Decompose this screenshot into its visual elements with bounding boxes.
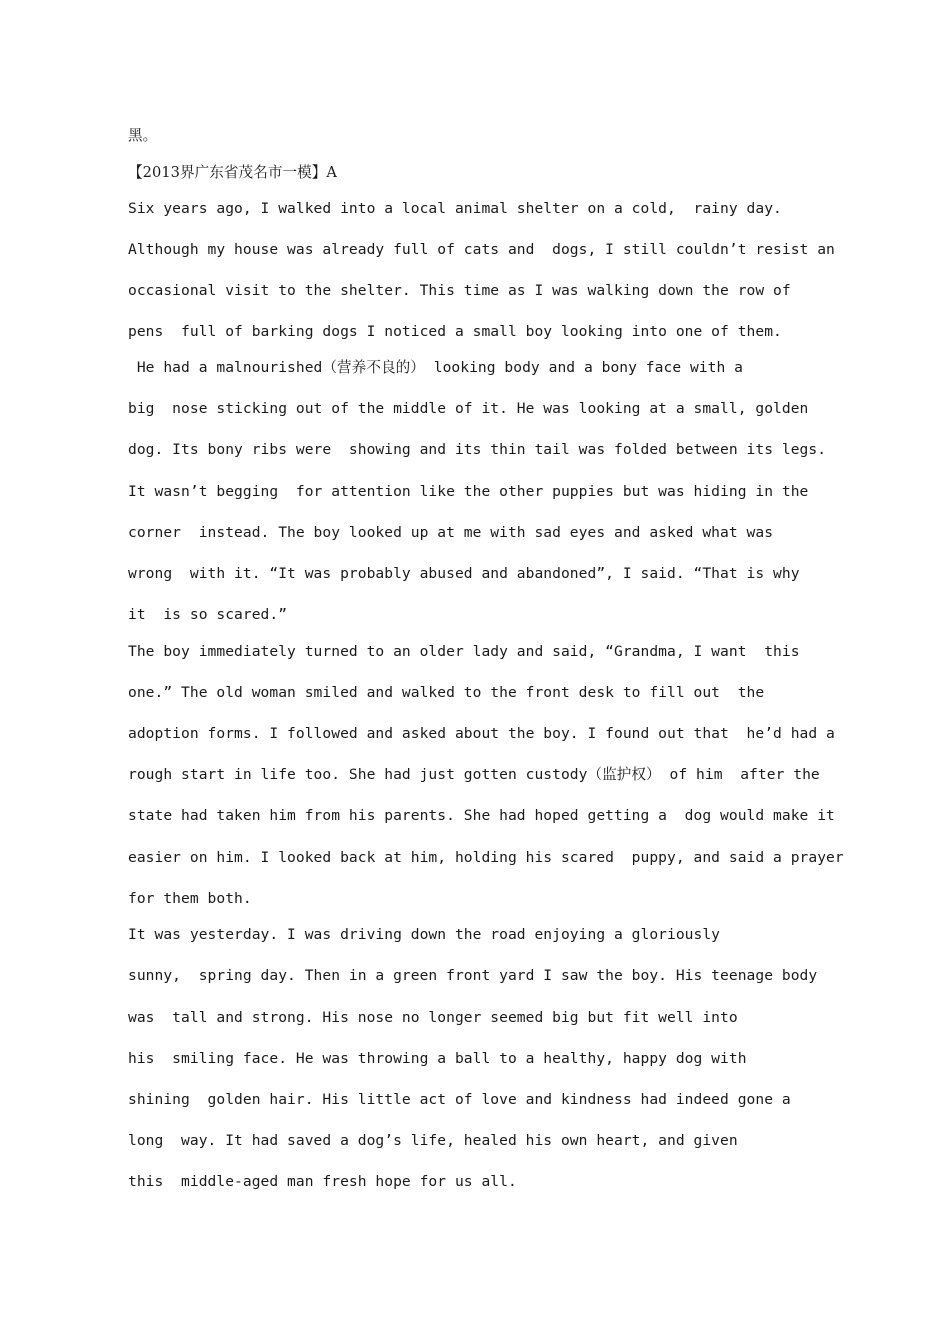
text-line: it is so scared.” <box>128 606 288 623</box>
text-line: big nose sticking out of the middle of it. He was looking at a small, golden <box>128 400 809 417</box>
section-heading: 【2013界广东省茂名市一模】A <box>128 164 338 181</box>
continued-text: 黑。 <box>128 127 158 144</box>
text-line: sunny, spring day. Then in a green front yard I saw the boy. His teenage body <box>128 967 818 984</box>
text-line: He had a malnourished（营养不良的） looking body and a bony face with a <box>128 359 744 376</box>
text-line: rough start in life too. She had just gotten custody（监护权） of him after the <box>128 766 820 783</box>
text-line: long way. It had saved a dog’s life, healed his own heart, and given <box>128 1132 738 1149</box>
text-line: Although my house was already full of cats and dogs, I still couldn’t resist an <box>128 241 835 258</box>
text-line: corner instead. The boy looked up at me with sad eyes and asked what was <box>128 524 774 541</box>
text-line: wrong with it. “It was probably abused and abandoned”, I said. “That is why <box>128 565 800 582</box>
text-line: one.” The old woman smiled and walked to the front desk to fill out the <box>128 684 765 701</box>
text-line: shining golden hair. His little act of love and kindness had indeed gone a <box>128 1091 791 1108</box>
text-line: dog. Its bony ribs were showing and its thin tail was folded between its legs. <box>128 441 827 458</box>
text-line: The boy immediately turned to an older lady and said, “Grandma, I want this <box>128 643 800 660</box>
text-line: was tall and strong. His nose no longer seemed big but fit well into <box>128 1009 738 1026</box>
text-line: his smiling face. He was throwing a ball to a healthy, happy dog with <box>128 1050 747 1067</box>
text-line: adoption forms. I followed and asked about the boy. I found out that he’d had a <box>128 725 835 742</box>
text-line: for them both. <box>128 890 252 907</box>
text-line: pens full of barking dogs I noticed a small boy looking into one of them. <box>128 323 782 340</box>
text-line: occasional visit to the shelter. This time as I was walking down the row of <box>128 282 791 299</box>
text-line: It was yesterday. I was driving down the road enjoying a gloriously <box>128 926 721 943</box>
text-line: this middle-aged man fresh hope for us all. <box>128 1173 517 1190</box>
text-line: easier on him. I looked back at him, holding his scared puppy, and said a prayer <box>128 849 844 866</box>
text-line: Six years ago, I walked into a local animal shelter on a cold, rainy day. <box>128 200 782 217</box>
text-line: state had taken him from his parents. She had hoped getting a dog would make it <box>128 807 835 824</box>
text-line: It wasn’t begging for attention like the other puppies but was hiding in the <box>128 483 809 500</box>
